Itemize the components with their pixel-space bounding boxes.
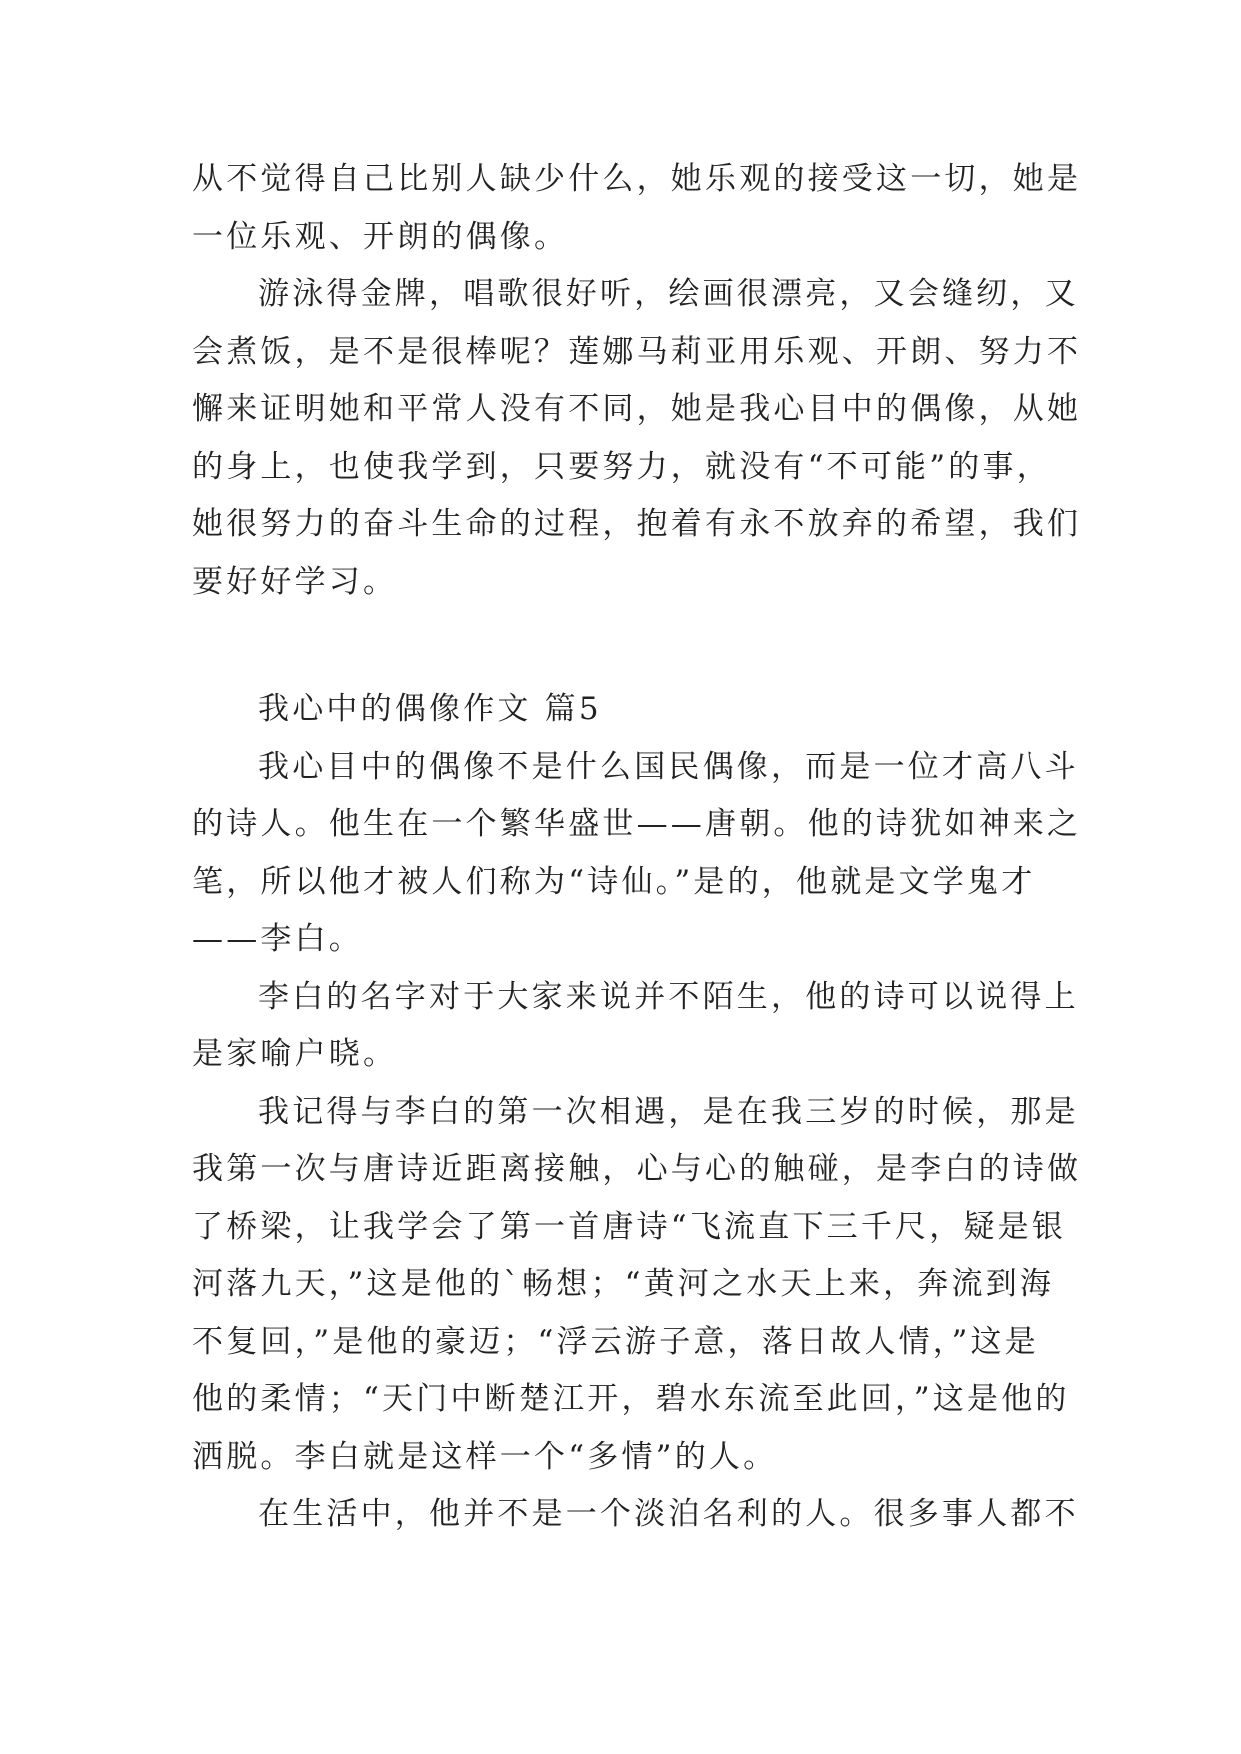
text-line: 的身上，也使我学到，只要努力，就没有“不可能”的事， — [192, 448, 1051, 485]
text-line: 在生活中，他并不是一个淡泊名利的人。很多事人都不 — [258, 1496, 1079, 1532]
paragraph-block-2 — [192, 681, 1082, 1544]
text-line: 李白的名字对于大家来说并不陌生，他的诗可以说得上 — [258, 978, 1079, 1015]
text-line: 她很努力的奋斗生命的过程，抱着有永不放弃的希望，我们 — [192, 506, 1082, 542]
text-line: 笔，所以他才被人们称为“诗仙。”是的，他就是文学鬼才 — [192, 863, 1036, 900]
text-line: 会煮饭，是不是很棒呢？莲娜马莉亚用乐观、开朗、努力不 — [192, 333, 1082, 370]
text-line: ——李白。 — [192, 921, 363, 957]
section-heading: 我心中的偶像作文 篇5 — [258, 691, 602, 727]
text-line: 河落九天，”这是他的`畅想；“黄河之水天上来，奔流到海 — [192, 1266, 1055, 1302]
text-line: 的诗人。他生在一个繁华盛世——唐朝。他的诗犹如神来之 — [192, 806, 1082, 842]
text-line: 我第一次与唐诗近距离接触，心与心的触碰，是李白的诗做 — [192, 1151, 1082, 1187]
text-line: 他的柔情；“天门中断楚江开，碧水东流至此回，”这是他的 — [192, 1381, 1070, 1417]
text-line: 了桥梁，让我学会了第一首唐诗“飞流直下三千尺，疑是银 — [192, 1208, 1067, 1245]
text-line: 一位乐观、开朗的偶像。 — [192, 218, 569, 255]
text-line: 是家喻户晓。 — [192, 1036, 398, 1072]
text-line: 从不觉得自己比别人缺少什么，她乐观的接受这一切，她是 — [192, 161, 1082, 197]
text-line: 不复回，”是他的豪迈；“浮云游子意，落日故人情，”这是 — [192, 1323, 1039, 1360]
text-line: 洒脱。李白就是这样一个“多情”的人。 — [192, 1438, 778, 1475]
text-line: 懈来证明她和平常人没有不同，她是我心目中的偶像，从她 — [192, 391, 1082, 427]
paragraph-block-1 — [192, 151, 1082, 611]
text-line: 游泳得金牌，唱歌很好听，绘画很漂亮，又会缝纫，又 — [258, 276, 1079, 312]
text-line: 我记得与李白的第一次相遇，是在我三岁的时候，那是 — [258, 1093, 1079, 1130]
text-line: 我心目中的偶像不是什么国民偶像，而是一位才高八斗 — [258, 748, 1079, 785]
text-line: 要好好学习。 — [192, 563, 398, 600]
